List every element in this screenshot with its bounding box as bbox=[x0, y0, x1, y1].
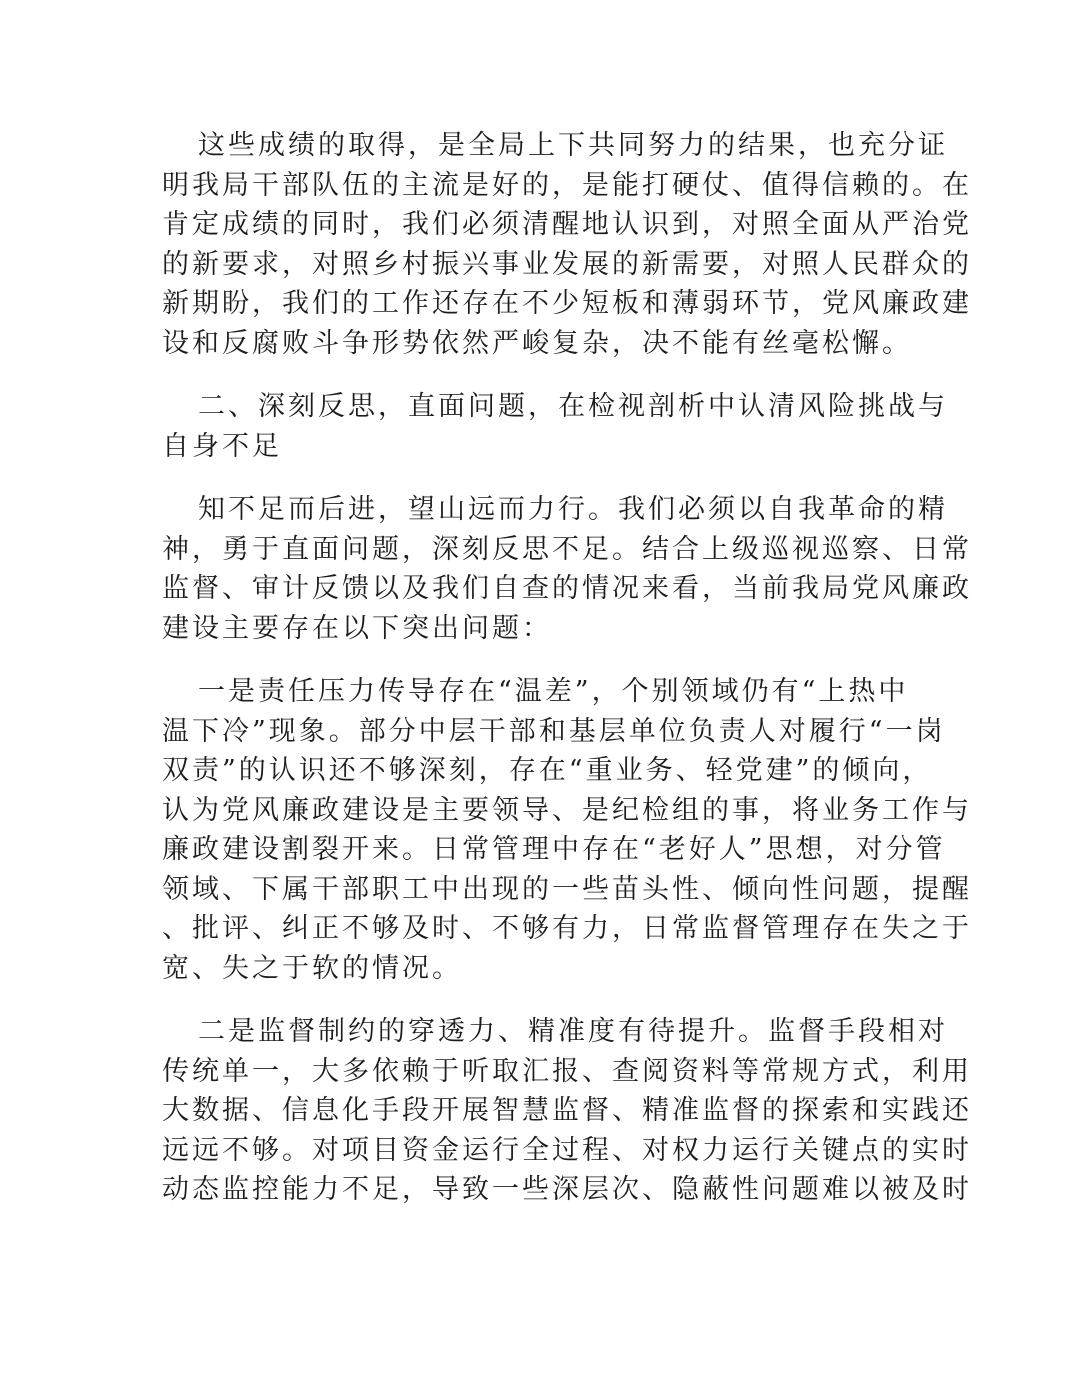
heading-line: 二、深刻反思，直面问题，在检视剖析中认清风险挑战与 bbox=[198, 391, 948, 422]
text-line: 知不足而后进，望山远而力行。我们必须以自我革命的精 bbox=[198, 494, 948, 525]
text-line: 温下冷”现象。部分中层干部和基层单位负责人对履行“一岗 bbox=[162, 715, 946, 747]
text-line: 这些成绩的取得，是全局上下共同努力的结果，也充分证 bbox=[198, 130, 948, 161]
paragraph-issue-2 bbox=[162, 1012, 972, 1210]
text-line: 廉政建设割裂开来。日常管理中存在“老好人”思想，对分管 bbox=[162, 834, 946, 865]
paragraph-introduction bbox=[162, 490, 972, 648]
text-line: 传统单一，大多依赖于听取汇报、查阅资料等常规方式，利用 bbox=[162, 1055, 972, 1087]
text-line: 远远不够。对项目资金运行全过程、对权力运行关键点的实时 bbox=[162, 1134, 972, 1166]
paragraph-achievements bbox=[162, 126, 972, 363]
text-line: 监督、审计反馈以及我们自查的情况来看，当前我局党风廉政 bbox=[162, 573, 972, 604]
section-heading-2 bbox=[162, 387, 948, 466]
text-line: 神，勇于直面问题，深刻反思不足。结合上级巡视巡察、日常 bbox=[162, 533, 972, 565]
document-body bbox=[162, 126, 972, 1234]
text-line: 、批评、纠正不够及时、不够有力，日常监督管理存在失之于 bbox=[162, 913, 972, 944]
heading-line: 自身不足 bbox=[162, 430, 282, 462]
text-line: 二是监督制约的穿透力、精准度有待提升。监督手段相对 bbox=[198, 1016, 948, 1047]
text-line: 双责”的认识还不够深刻，存在“重业务、轻党建”的倾向， bbox=[162, 755, 933, 786]
text-line: 一是责任压力传导存在“温差”，个别领域仍有“上热中 bbox=[198, 676, 909, 707]
text-line: 宽、失之于软的情况。 bbox=[162, 952, 462, 984]
text-line: 新期盼，我们的工作还存在不少短板和薄弱环节，党风廉政建 bbox=[162, 288, 972, 319]
text-line: 大数据、信息化手段开展智慧监督、精准监督的探索和实践还 bbox=[162, 1095, 972, 1126]
text-line: 肯定成绩的同时，我们必须清醒地认识到，对照全面从严治党 bbox=[162, 209, 972, 240]
text-line: 建设主要存在以下突出问题： bbox=[162, 612, 552, 644]
text-line: 认为党风廉政建设是主要领导、是纪检组的事，将业务工作与 bbox=[162, 794, 972, 826]
text-line: 明我局干部队伍的主流是好的，是能打硬仗、值得信赖的。在 bbox=[162, 169, 972, 201]
text-line: 设和反腐败斗争形势依然严峻复杂，决不能有丝毫松懈。 bbox=[162, 327, 912, 359]
text-line: 动态监控能力不足，导致一些深层次、隐蔽性问题难以被及时 bbox=[162, 1174, 972, 1205]
text-line: 领域、下属干部职工中出现的一些苗头性、倾向性问题，提醒 bbox=[162, 873, 972, 905]
paragraph-issue-1 bbox=[162, 672, 972, 988]
text-line: 的新要求，对照乡村振兴事业发展的新需要，对照人民群众的 bbox=[162, 248, 972, 280]
